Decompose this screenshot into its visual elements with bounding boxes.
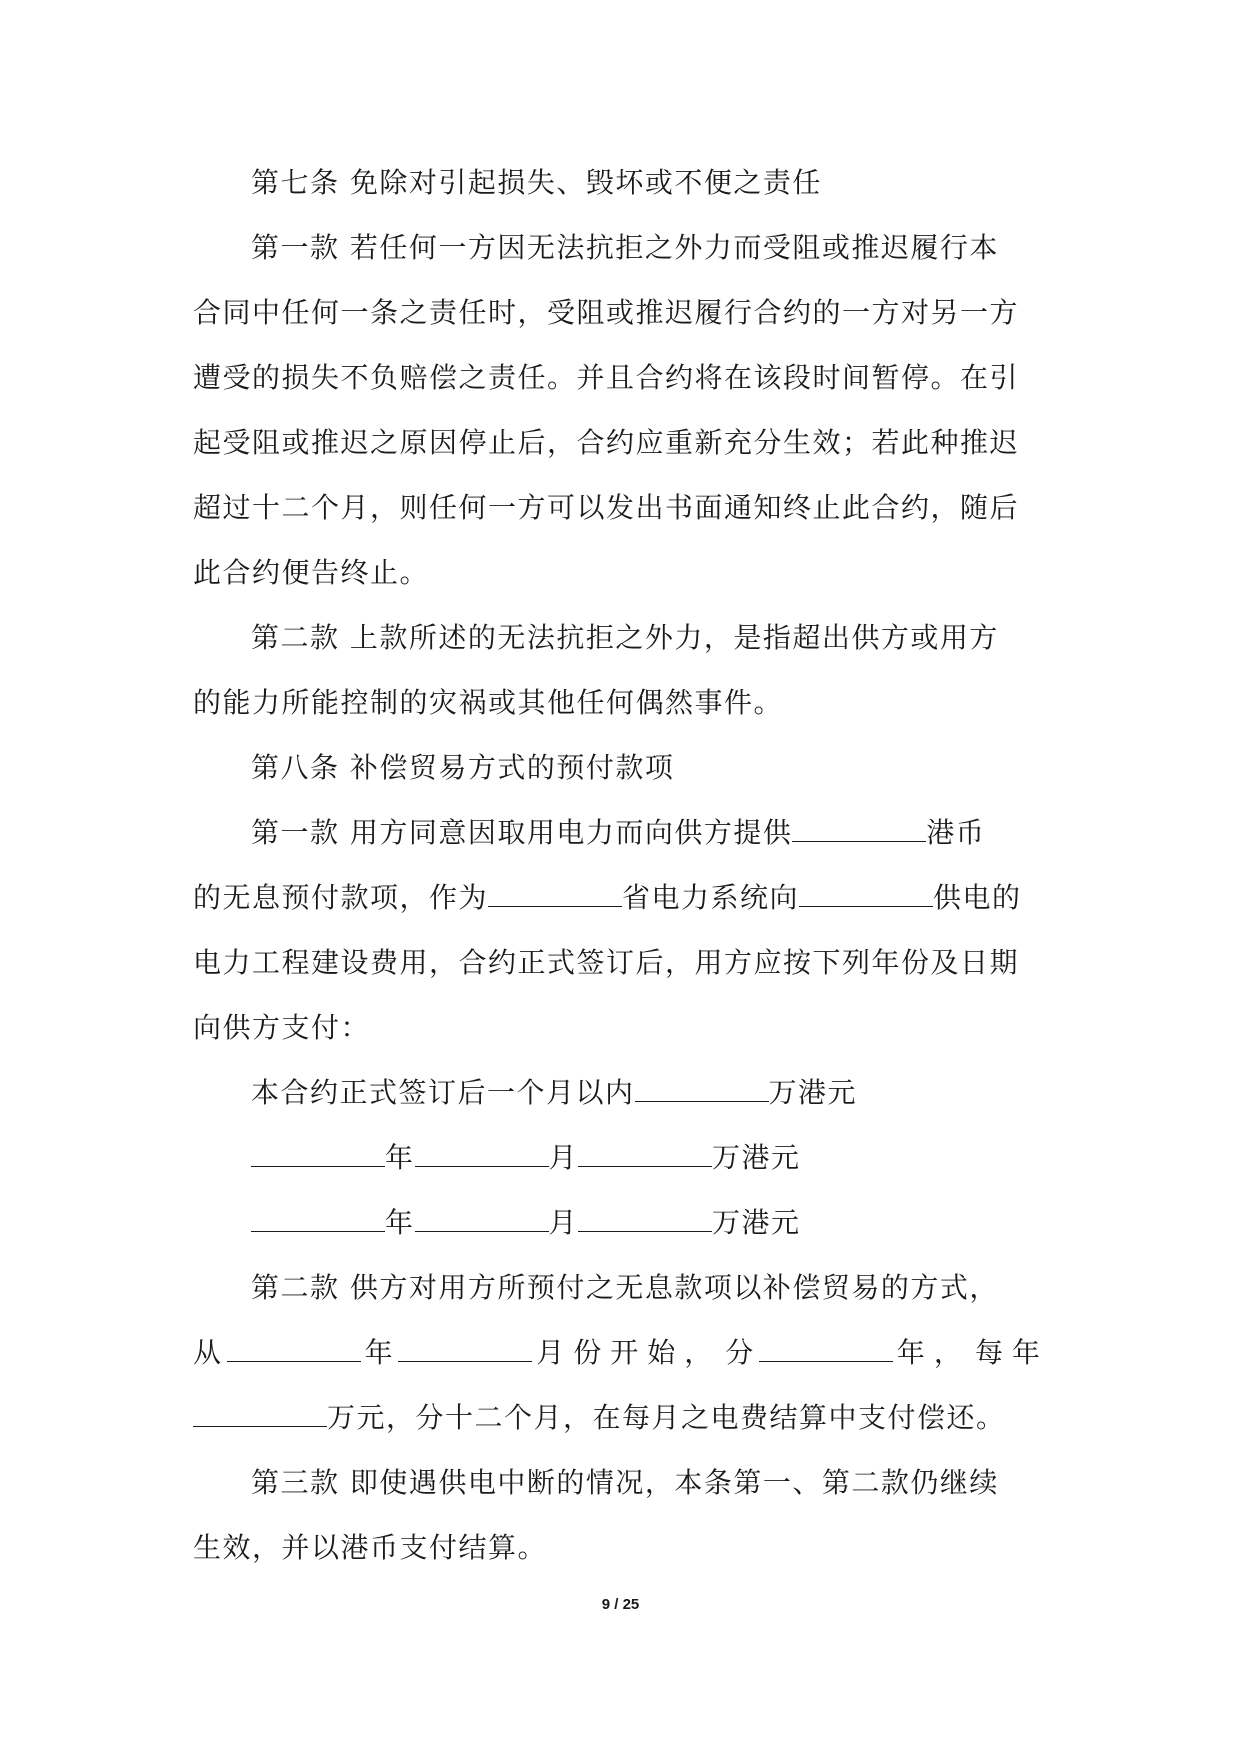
paragraph-line — [193, 540, 1049, 605]
paragraph-text: 供电的 — [933, 881, 1022, 914]
paragraph-text: 年， — [896, 1336, 971, 1369]
fill-in-blank — [398, 1321, 532, 1362]
paragraph-text: 合同中任何一条之责任时，受阻或推迟履行合约的一方对另一方 — [193, 296, 1020, 329]
paragraph-text: 年 — [385, 1206, 415, 1239]
paragraph-text: 第一款 若任何一方因无法抗拒之外力而受阻或推迟履行本 — [251, 231, 999, 264]
paragraph-text: 的能力所能控制的灾祸或其他任何偶然事件。 — [193, 686, 784, 719]
paragraph-text: 第二款 上款所述的无法抗拒之外力，是指超出供方或用方 — [251, 621, 999, 654]
paragraph-line — [193, 215, 1049, 280]
paragraph-text: 第一款 用方同意因取用电力而向供方提供 — [251, 816, 793, 849]
fill-in-blank — [415, 1191, 549, 1232]
page-number: 9 / 25 — [601, 1596, 640, 1613]
paragraph-text: 万港元 — [712, 1206, 801, 1239]
article-7-heading-text: 第七条 免除对引起损失、毁坏或不便之责任 — [251, 166, 822, 199]
paragraph-text: 年 — [364, 1336, 395, 1369]
paragraph-line — [193, 280, 1049, 345]
paragraph-text: 港币 — [926, 816, 986, 849]
fill-in-blank — [193, 1386, 327, 1427]
paragraph-line — [193, 1255, 1049, 1320]
fill-in-blank — [251, 1126, 385, 1167]
paragraph-line — [193, 670, 1049, 735]
paragraph-line — [193, 1385, 1049, 1450]
article-8-heading-text: 第八条 补偿贸易方式的预付款项 — [251, 751, 675, 784]
fill-in-blank — [415, 1126, 549, 1167]
paragraph-line — [193, 1450, 1049, 1515]
paragraph-text: 分 — [725, 1336, 755, 1369]
paragraph-text: 本合约正式签订后一个月以内 — [251, 1076, 635, 1109]
paragraph-line — [193, 345, 1049, 410]
fill-in-blank — [488, 866, 622, 907]
payment-schedule-line — [193, 1125, 1049, 1190]
fill-in-blank — [792, 801, 926, 842]
paragraph-text: 第二款 供方对用方所预付之无息款项以补偿贸易的方式， — [251, 1271, 999, 1304]
fill-in-blank — [227, 1321, 361, 1362]
paragraph-text: 电力工程建设费用，合约正式签订后，用方应按下列年份及日期 — [193, 946, 1020, 979]
paragraph-line — [193, 865, 1049, 930]
paragraph-text: 每年 — [974, 1336, 1049, 1369]
paragraph-line — [193, 800, 1049, 865]
paragraph-text: 万港元 — [712, 1141, 801, 1174]
paragraph-line — [193, 605, 1049, 670]
fill-in-blank — [799, 866, 933, 907]
paragraph-line — [193, 930, 1049, 995]
paragraph-text: 年 — [385, 1141, 415, 1174]
paragraph-text: 向供方支付： — [193, 1011, 371, 1044]
document-body — [193, 150, 1049, 1580]
paragraph-line — [193, 475, 1049, 540]
paragraph-text: 生效，并以港币支付结算。 — [193, 1531, 548, 1564]
payment-schedule-line — [193, 1190, 1049, 1255]
paragraph-text: 省电力系统向 — [622, 881, 800, 914]
fill-in-blank — [759, 1321, 893, 1362]
paragraph-line — [193, 995, 1049, 1060]
paragraph-text: 月 — [548, 1141, 579, 1174]
article-7-heading — [193, 150, 1049, 215]
paragraph-text: 遭受的损失不负赔偿之责任。并且合约将在该段时间暂停。在引 — [193, 361, 1020, 394]
fill-in-blank — [578, 1126, 712, 1167]
fill-in-blank — [251, 1191, 385, 1232]
paragraph-text: 起受阻或推迟之原因停止后，合约应重新充分生效；若此种推迟 — [193, 426, 1020, 459]
paragraph-text: 超过十二个月，则任何一方可以发出书面通知终止此合约，随后 — [193, 491, 1020, 524]
paragraph-text: 万元，分十二个月，在每月之电费结算中支付偿还。 — [327, 1401, 1006, 1434]
paragraph-text: 万港元 — [768, 1076, 858, 1109]
paragraph-text: 从 — [193, 1336, 223, 1369]
payment-schedule-line — [193, 1060, 1049, 1125]
article-8-heading — [193, 735, 1049, 800]
paragraph-text: 月份开始， — [536, 1336, 722, 1369]
fill-in-blank — [635, 1061, 769, 1102]
paragraph-text: 此合约便告终止。 — [193, 556, 430, 589]
paragraph-text: 的无息预付款项，作为 — [193, 881, 489, 914]
paragraph-line — [193, 1515, 1049, 1580]
paragraph-text: 月 — [548, 1206, 579, 1239]
fill-in-blank — [578, 1191, 712, 1232]
paragraph-line — [193, 410, 1049, 475]
paragraph-line — [193, 1320, 1049, 1385]
paragraph-text: 第三款 即使遇供电中断的情况，本条第一、第二款仍继续 — [251, 1466, 999, 1499]
